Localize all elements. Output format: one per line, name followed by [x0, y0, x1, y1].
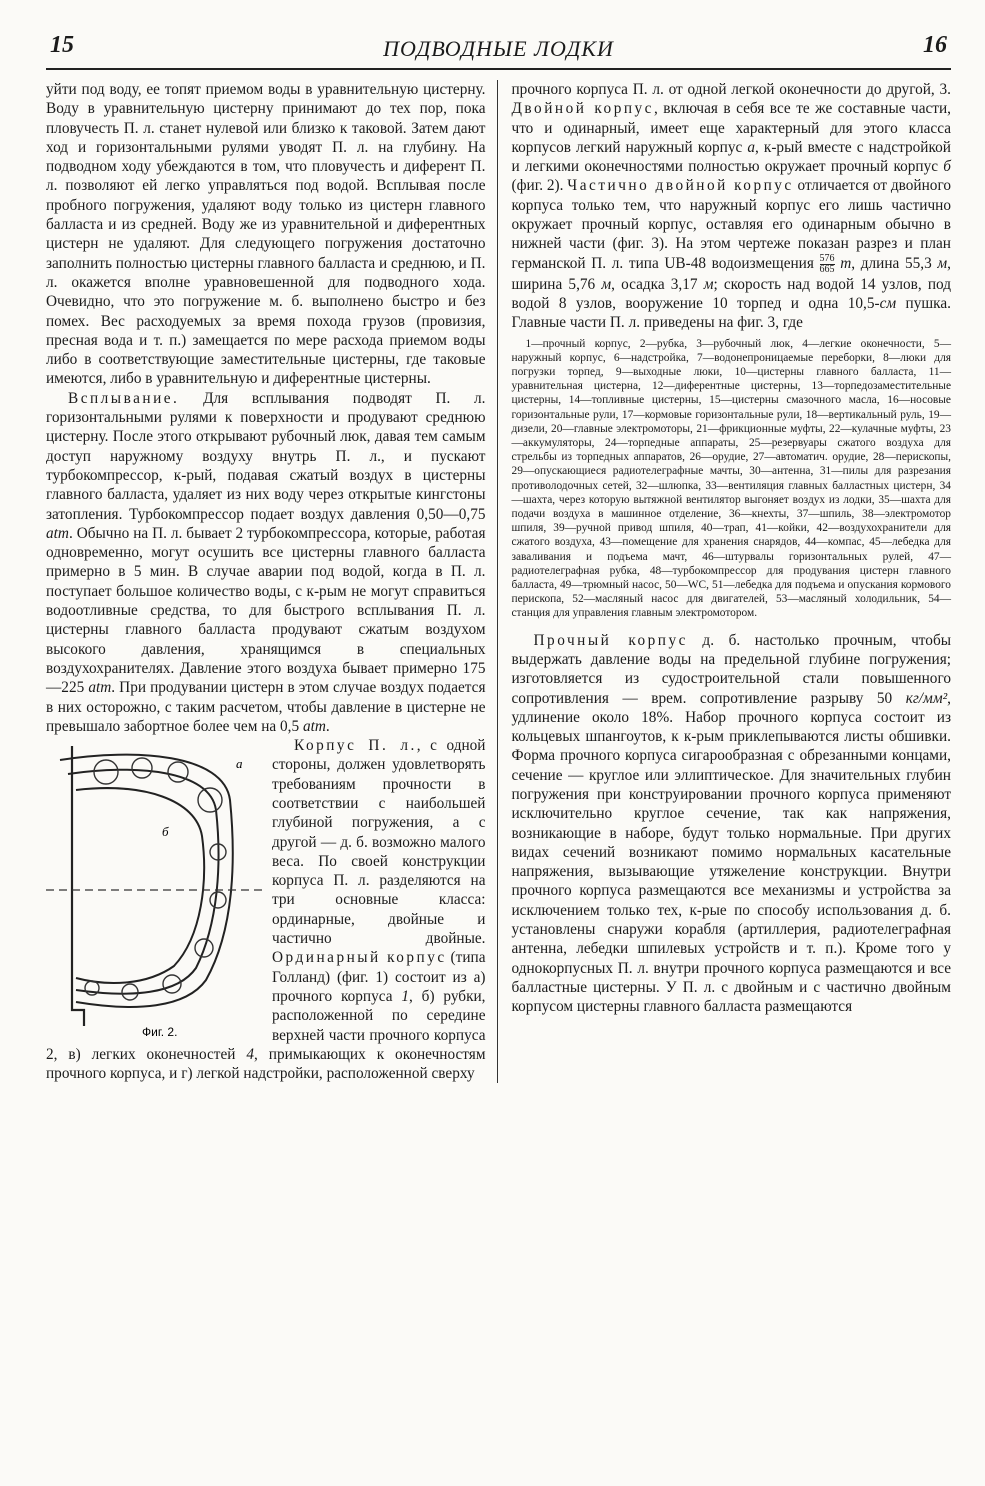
hull-cross-section-drawing [46, 740, 264, 1042]
section-lead: Двойной корпус [511, 100, 654, 118]
paragraph: прочного корпуса П. л. от одной легкой оконечности до другой, 3. Двойной корпус, включая в себя все те же составные части, что и одинарный, имеет еще характерный для этого класса корпусов легкий наружный корпус а, к-рый вместе с надстройкой и легкими оконечностями полностью окружает прочный корпус б (фиг. 2). Частично двойной корпус отличается от двойного корпуса только тем, что наружный корпус его лишь частично окружает прочный корпус, оставляя его одинарным обычно в нижней части (фиг. 3). На этом чертеже показан разрез и план германской П. л. типа UB-48 водоизмещения $\frac{576}{665}$ т, длина 55,3 м, ширина 5,76 м, осадка 3,17 м; скорость над водой 14 узлов, под водой 8 узлов, вооружение 10 торпед и одна 10,5-см пушка. Главные части П. л. приведены на фиг. 3, где [511, 81, 951, 332]
two-column-body [46, 80, 951, 1083]
paragraph: уйти под воду, ее топят приемом воды в уравнительную цистерну. Воду в уравнительную цистерну принимают до тех пор, пока пловучесть П. л. станет нулевой или близко к таковой. Затем дают ход и горизонтальными рулями уводят П. л. на глубину. На подводном ходу убеждаются в том, что пловучесть и диферент П. л. позволяют ей легко управляться под водой. Всплывая после пробного погружения, удаляют воду только из цистерн главного балласта и из средней. Воду же из уравнительной и диферентных цистерн не удаляют. Для следующего погружения достаточно заполнить полностью цистерны главного балласта и среднюю, и П. л. окажется вполне уравновешенной для подводного хода. Очевидно, что это погружение м. б. выполнено быстро и без помех. Вес расходуемых за время похода грузов (провизия, пресная вода и т. п.) замещается по мере расхода приемом воды либо в соответствующие заместительные цистерны, где таковые имеются, либо в уравнительную и диферентные цистерны. [46, 81, 486, 388]
running-title: ПОДВОДНЫЕ ЛОДКИ [383, 36, 614, 61]
section-lead: Прочный корпус [533, 631, 688, 649]
running-header [46, 28, 951, 70]
page-number-right: 16 [923, 32, 947, 58]
section-lead: Ординарный корпус [272, 949, 447, 967]
left-column [46, 80, 497, 1083]
figure-2 [46, 740, 264, 1042]
figure-caption: Фиг. 2. [142, 1025, 178, 1040]
right-column [498, 80, 952, 1083]
displacement-fraction: $\frac{576}{665}$ [819, 252, 835, 275]
paragraph: Прочный корпус д. б. настолько прочным, чтобы выдержать давление воды на предельной глубине погружения; изготовляется из судостроительной стали повышенного сопротивления — врем. сопротивление разрыву 50 кг/мм², удлинение около 18%. Набор прочного корпуса состоит из кольцевых шпангоутов, к к-рым приклепываются листы обшивки. Форма прочного корпуса сигарообразная с обрезанными концами, сечение — круглое или эллиптическое. Для значительных глубин погружения при конструировании прочного корпуса применяют исключительно круглое сечение, так как напряжения, возникающие в наборе, будут только нормальные. При других видах сечений возникают помимо нормальных касательные напряжения, вызывающие утяжеление конструкции. Внутри прочного корпуса размещаются все механизмы и устройства за исключением только тех, к-рые по способу использования д. б. установлены снаружи корабля (артиллерия, радиотелеграфная антенна, лебедки шпилевых устройств и т. п.). Кроме того у однокорпусных П. л. внутри прочного корпуса размещаются и все балластные цистерны. У П. л. с двойным и с частично двойным корпусом цистерны главного балласта размещаются [511, 631, 951, 1016]
section-lead: Частично двойной корпус [567, 177, 794, 195]
paragraph: Всплывание. Для всплывания подводят П. л. горизонтальными рулями к поверхности и продувают среднюю цистерну. После этого открывают рубочный люк, давая тем самым доступ наружному воздуху внутрь П. л., и пускают турбокомпрессор, к-рый, подавая сжатый воздух в цистерны главного балласта, удаляет из них воду через открытые кингстоны затопления. Турбокомпрессор подает воздух давления 0,50—0,75 atm. Обычно на П. л. бывает 2 турбокомпрессора, которые, работая одновременно, могут осушить все цистерны главного балласта примерно в 5 мин. В случае аварии под водой, когда в П. л. поступает большое количество воды, с к-рым не могут справиться водоотливные средства, то для быстрого всплывания П. л. цистерны главного балласта продувают сжатым воздухом высокого давления, хранящимся в специальных воздухохранителях. Давление этого воздуха бывает примерно 175—225 atm. При продувании цистерн в этом случае воздух подается в них осторожно, с таким расчетом, чтобы давление в цистерне не превышало забортное более чем на 0,5 atm. [46, 389, 486, 735]
figure-label-b: б [162, 824, 169, 840]
figure-legend: 1—прочный корпус, 2—рубка, 3—рубочный люк, 4—легкие оконечности, 5—наружный корпус, 6—надстройка, 7—водонепроницаемые переборки, 8—люки для погрузки торпед, 9—выходные люки, 10—цистерны главного балласта, 11—уравнительная цистерна, 12—диферентные цистерны, 13—торпедозаместительные цистерны, 14—топливные цистерны, 15—цистерны смазочного масла, 16—носовые горизонтальные рули, 17—кормовые горизонтальные рули, 18—вертикальный руль, 19—дизели, 20—главные электромоторы, 21—фрикционные муфты, 22—кулачные муфты, 23—аккумуляторы, 24—торпедные аппараты, 25—резервуары сжатого воздуха для стрельбы из торпедных аппаратов, 26—орудие, 27—автоматич. орудие, 28—перископы, 29—опускающиеся радиотелеграфные мачты, 30—антенна, 31—пилы для разрезания противолодочных сетей, 32—шлюпка, 33—вентиляция главных балластных цистерн, 34—шахта, через которую вытяжной вентилятор выгоняет воздух из лодки, 35—шахта для подачи воздуха в машинное отделение, 36—кнехты, 37—шпиль, 38—электромотор шпиля, 39—ручной привод шпиля, 40—трап, 41—койки, 42—воздухохранители для сжатого воздуха, 43—помещение для хранения снарядов, 44—компас, 45—лебедка для заваливания и подъема мачт, 46—штурвалы горизонтальных рулей, 47—радиотелеграфная рубка, 48—турбокомпрессор для продувания цистерн главного балласта, 49—трюмный насос, 50—WC, 51—лебедка для подъема и опускания кормового перископа, 52—масляный насос для двигателей, 53—масляный холодильник, 54—станция для управления главным электромотором. [511, 337, 951, 620]
paragraph: Корпус П. л., с одной стороны, должен удовлетворять требованиям прочности в соответствии с наибольшей глубиной погружения, а с другой — д. б. возможно малого веса. По своей конструкции корпуса П. л. разделяются на три основные класса: ординарные, двойные и частично двойные. Ординарный корпус (типа Голланд) (фиг. 1) состоит из а) прочного корпуса 1, б) рубки, расположенной по середине верхней части прочного корпуса 2, в) легких оконечностей 4, примыкающих к оконечностям прочного корпуса, и г) легкой надстройки, расположенной сверху [46, 737, 486, 1083]
figure-label-a: а [236, 756, 243, 772]
page-number-left: 15 [50, 32, 74, 58]
section-lead: Всплывание. [68, 389, 180, 407]
section-lead: Корпус П. л. [294, 737, 417, 755]
